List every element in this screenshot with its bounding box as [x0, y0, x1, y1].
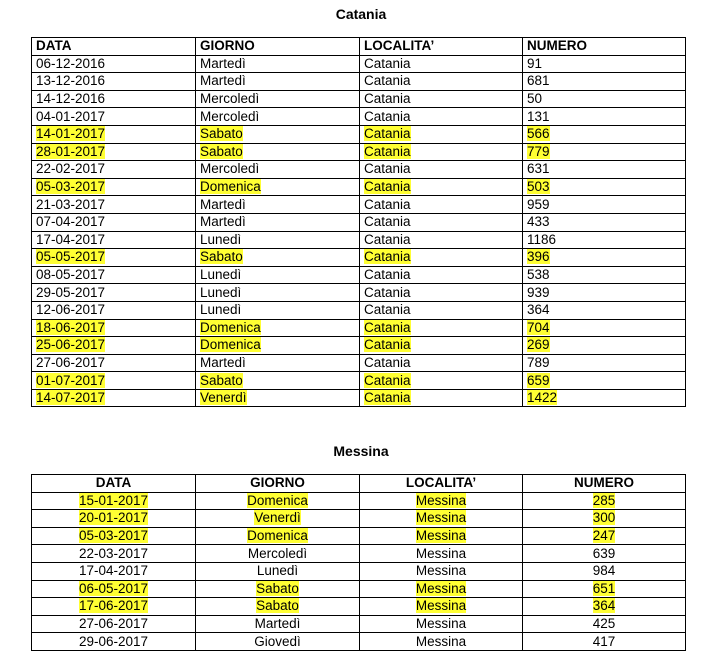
- cell-numero: [523, 161, 686, 179]
- cell-giorno: [196, 249, 360, 267]
- cell-numero: [523, 615, 686, 633]
- table-row: [32, 580, 686, 598]
- highlighted-value: 1422: [527, 390, 558, 406]
- cell-numero: [523, 125, 686, 143]
- cell-numero: [523, 301, 686, 319]
- cell-value: 12-06-2017: [36, 302, 106, 318]
- table-row: [32, 143, 686, 161]
- table-row: [32, 108, 686, 126]
- cell-numero: [523, 231, 686, 249]
- table-row: [32, 372, 686, 390]
- highlighted-value: Domenica: [247, 528, 308, 544]
- cell-localita: [360, 372, 523, 390]
- cell-value: 681: [527, 73, 550, 89]
- cell-giorno: [196, 598, 360, 616]
- table-header-row: [32, 38, 686, 56]
- cell-localita: [360, 231, 523, 249]
- table-row: [32, 231, 686, 249]
- cell-value: Lunedì: [200, 267, 242, 283]
- cell-data: [32, 143, 196, 161]
- cell-value: 29-05-2017: [36, 284, 106, 300]
- cell-value: 27-06-2017: [78, 616, 149, 632]
- catania-table: [31, 37, 686, 407]
- table-row: [32, 213, 686, 231]
- cell-value: Lunedì: [200, 231, 242, 247]
- cell-data: [32, 598, 196, 616]
- cell-numero: [523, 633, 686, 651]
- cell-giorno: [196, 196, 360, 214]
- column-header-localita: LOCALITA’: [360, 38, 523, 56]
- highlighted-value: 06-05-2017: [78, 580, 149, 596]
- cell-numero: [523, 284, 686, 302]
- cell-numero: [523, 545, 686, 563]
- cell-giorno: [196, 213, 360, 231]
- highlighted-value: 15-01-2017: [78, 492, 149, 508]
- table-header-row: [32, 475, 686, 493]
- cell-giorno: [196, 337, 360, 355]
- cell-value: 639: [592, 545, 616, 561]
- cell-numero: [523, 598, 686, 616]
- highlighted-value: Sabato: [200, 126, 243, 142]
- cell-value: 789: [527, 354, 550, 370]
- cell-value: Catania: [364, 73, 411, 89]
- cell-numero: [523, 213, 686, 231]
- highlighted-value: Sabato: [200, 372, 243, 388]
- cell-value: 17-04-2017: [36, 231, 106, 247]
- cell-value: Catania: [364, 214, 411, 230]
- cell-giorno: [196, 90, 360, 108]
- cell-value: 06-12-2016: [36, 55, 106, 71]
- cell-data: [32, 633, 196, 651]
- cell-numero: [523, 337, 686, 355]
- cell-giorno: [196, 301, 360, 319]
- cell-giorno: [196, 284, 360, 302]
- table-row: [32, 301, 686, 319]
- cell-localita: [360, 319, 523, 337]
- cell-value: Lunedì: [256, 563, 299, 579]
- cell-numero: [523, 527, 686, 545]
- highlighted-value: 17-06-2017: [78, 598, 149, 614]
- highlighted-value: Catania: [364, 249, 411, 265]
- cell-value: Lunedì: [200, 284, 242, 300]
- cell-localita: [360, 90, 523, 108]
- cell-localita: [360, 337, 523, 355]
- cell-localita: [360, 580, 523, 598]
- catania-table-body: [32, 55, 686, 407]
- cell-value: 21-03-2017: [36, 196, 106, 212]
- cell-localita: [360, 143, 523, 161]
- cell-localita: [360, 301, 523, 319]
- table-row: [32, 389, 686, 407]
- cell-value: 29-06-2017: [78, 633, 149, 649]
- cell-giorno: [196, 73, 360, 91]
- table-row: [32, 562, 686, 580]
- cell-value: Catania: [364, 354, 411, 370]
- cell-data: [32, 492, 196, 510]
- highlighted-value: Sabato: [256, 598, 299, 614]
- highlighted-value: 05-05-2017: [36, 249, 106, 265]
- cell-value: Catania: [364, 55, 411, 71]
- highlighted-value: 503: [527, 179, 550, 195]
- cell-value: Catania: [364, 302, 411, 318]
- cell-numero: [523, 73, 686, 91]
- cell-giorno: [196, 231, 360, 249]
- cell-giorno: [196, 354, 360, 372]
- cell-numero: [523, 492, 686, 510]
- cell-localita: [360, 266, 523, 284]
- table-row: [32, 249, 686, 267]
- catania-title: Catania: [335, 6, 387, 22]
- highlighted-value: Domenica: [200, 319, 261, 335]
- cell-data: [32, 319, 196, 337]
- cell-value: Messina: [415, 545, 467, 561]
- highlighted-value: Catania: [364, 337, 411, 353]
- highlighted-value: 566: [527, 126, 550, 142]
- cell-value: 14-12-2016: [36, 91, 106, 107]
- cell-value: 07-04-2017: [36, 214, 106, 230]
- messina-title: Messina: [333, 443, 389, 459]
- cell-data: [32, 161, 196, 179]
- cell-localita: [360, 108, 523, 126]
- table-row: [32, 319, 686, 337]
- table-row: [32, 55, 686, 73]
- cell-numero: [523, 108, 686, 126]
- table-row: [32, 337, 686, 355]
- cell-value: 631: [527, 161, 550, 177]
- cell-value: Messina: [415, 563, 467, 579]
- cell-localita: [360, 354, 523, 372]
- messina-table-body: [32, 492, 686, 650]
- highlighted-value: Domenica: [200, 179, 261, 195]
- cell-giorno: [196, 108, 360, 126]
- cell-giorno: [196, 580, 360, 598]
- cell-numero: [523, 354, 686, 372]
- table-row: [32, 161, 686, 179]
- cell-numero: [523, 143, 686, 161]
- table-row: [32, 633, 686, 651]
- cell-giorno: [196, 492, 360, 510]
- cell-value: 538: [527, 267, 550, 283]
- highlighted-value: 25-06-2017: [36, 337, 106, 353]
- table-row: [32, 615, 686, 633]
- cell-giorno: [196, 545, 360, 563]
- column-header-numero: NUMERO: [523, 475, 686, 493]
- cell-numero: [523, 319, 686, 337]
- table-row: [32, 178, 686, 196]
- highlighted-value: Messina: [415, 580, 467, 596]
- cell-value: Catania: [364, 284, 411, 300]
- highlighted-value: 05-03-2017: [78, 528, 149, 544]
- table-row: [32, 527, 686, 545]
- highlighted-value: 20-01-2017: [78, 510, 149, 526]
- cell-giorno: [196, 389, 360, 407]
- cell-value: Giovedì: [254, 633, 301, 649]
- cell-giorno: [196, 319, 360, 337]
- cell-data: [32, 354, 196, 372]
- cell-giorno: [196, 143, 360, 161]
- table-row: [32, 598, 686, 616]
- cell-data: [32, 580, 196, 598]
- table-row: [32, 73, 686, 91]
- cell-data: [32, 55, 196, 73]
- cell-value: 17-04-2017: [78, 563, 149, 579]
- cell-data: [32, 510, 196, 528]
- cell-value: Catania: [364, 196, 411, 212]
- cell-value: Martedì: [200, 196, 246, 212]
- highlighted-value: Domenica: [247, 492, 308, 508]
- cell-giorno: [196, 372, 360, 390]
- cell-value: 22-03-2017: [78, 545, 149, 561]
- cell-data: [32, 545, 196, 563]
- cell-localita: [360, 73, 523, 91]
- column-header-numero: NUMERO: [523, 38, 686, 56]
- cell-value: Martedì: [254, 616, 301, 632]
- cell-value: Mercoledì: [200, 91, 260, 107]
- cell-localita: [360, 125, 523, 143]
- cell-value: 417: [592, 633, 616, 649]
- column-header-localita: LOCALITA’: [360, 475, 523, 493]
- highlighted-value: 659: [527, 372, 550, 388]
- highlighted-value: Catania: [364, 179, 411, 195]
- cell-value: Mercoledì: [200, 161, 260, 177]
- cell-value: 131: [527, 108, 550, 124]
- highlighted-value: Messina: [415, 598, 467, 614]
- cell-localita: [360, 213, 523, 231]
- cell-data: [32, 90, 196, 108]
- highlighted-value: 28-01-2017: [36, 143, 106, 159]
- cell-value: Catania: [364, 267, 411, 283]
- cell-value: Martedì: [200, 55, 246, 71]
- highlighted-value: Venerdì: [200, 390, 247, 406]
- highlighted-value: Catania: [364, 319, 411, 335]
- highlighted-value: Messina: [415, 528, 467, 544]
- cell-localita: [360, 562, 523, 580]
- cell-giorno: [196, 633, 360, 651]
- cell-data: [32, 337, 196, 355]
- highlighted-value: 364: [592, 598, 616, 614]
- cell-data: [32, 213, 196, 231]
- cell-data: [32, 615, 196, 633]
- table-row: [32, 510, 686, 528]
- cell-numero: [523, 266, 686, 284]
- cell-localita: [360, 615, 523, 633]
- cell-localita: [360, 633, 523, 651]
- highlighted-value: 247: [592, 528, 616, 544]
- cell-giorno: [196, 178, 360, 196]
- cell-localita: [360, 510, 523, 528]
- cell-giorno: [196, 527, 360, 545]
- cell-value: Lunedì: [200, 302, 242, 318]
- highlighted-value: 285: [592, 492, 616, 508]
- cell-numero: [523, 196, 686, 214]
- cell-data: [32, 284, 196, 302]
- highlighted-value: Messina: [415, 510, 467, 526]
- table-row: [32, 196, 686, 214]
- cell-localita: [360, 178, 523, 196]
- cell-numero: [523, 249, 686, 267]
- cell-data: [32, 73, 196, 91]
- cell-giorno: [196, 161, 360, 179]
- highlighted-value: 05-03-2017: [36, 179, 106, 195]
- cell-value: Messina: [415, 616, 467, 632]
- cell-numero: [523, 372, 686, 390]
- messina-table: [31, 474, 686, 651]
- cell-numero: [523, 510, 686, 528]
- table-row: [32, 354, 686, 372]
- cell-data: [32, 389, 196, 407]
- cell-value: 433: [527, 214, 550, 230]
- cell-data: [32, 266, 196, 284]
- cell-value: Martedì: [200, 214, 246, 230]
- cell-value: 22-02-2017: [36, 161, 106, 177]
- column-header-giorno: GIORNO: [196, 38, 360, 56]
- cell-numero: [523, 178, 686, 196]
- table-row: [32, 90, 686, 108]
- table-row: [32, 125, 686, 143]
- cell-giorno: [196, 125, 360, 143]
- cell-numero: [523, 90, 686, 108]
- highlighted-value: 300: [592, 510, 616, 526]
- cell-localita: [360, 545, 523, 563]
- cell-data: [32, 108, 196, 126]
- cell-value: Catania: [364, 108, 411, 124]
- cell-value: 08-05-2017: [36, 267, 106, 283]
- highlighted-value: 14-01-2017: [36, 126, 106, 142]
- highlighted-value: 396: [527, 249, 550, 265]
- highlighted-value: Catania: [364, 372, 411, 388]
- cell-value: 13-12-2016: [36, 73, 106, 89]
- cell-data: [32, 301, 196, 319]
- cell-value: Mercoledì: [200, 108, 260, 124]
- cell-value: Catania: [364, 161, 411, 177]
- cell-localita: [360, 55, 523, 73]
- cell-localita: [360, 598, 523, 616]
- cell-giorno: [196, 266, 360, 284]
- cell-data: [32, 372, 196, 390]
- highlighted-value: 14-07-2017: [36, 390, 106, 406]
- highlighted-value: 779: [527, 143, 550, 159]
- highlighted-value: Messina: [415, 492, 467, 508]
- cell-value: 27-06-2017: [36, 354, 106, 370]
- column-header-giorno: GIORNO: [196, 475, 360, 493]
- highlighted-value: 651: [592, 580, 616, 596]
- highlighted-value: Sabato: [200, 249, 243, 265]
- cell-value: Mercoledì: [247, 545, 308, 561]
- cell-value: Martedì: [200, 354, 246, 370]
- cell-value: Catania: [364, 231, 411, 247]
- table-row: [32, 266, 686, 284]
- highlighted-value: 269: [527, 337, 550, 353]
- cell-data: [32, 562, 196, 580]
- cell-localita: [360, 249, 523, 267]
- cell-giorno: [196, 562, 360, 580]
- highlighted-value: Venerdì: [254, 510, 301, 526]
- column-header-data: DATA: [32, 475, 196, 493]
- table-row: [32, 545, 686, 563]
- cell-value: 364: [527, 302, 550, 318]
- cell-numero: [523, 389, 686, 407]
- cell-data: [32, 249, 196, 267]
- cell-value: 984: [592, 563, 616, 579]
- cell-value: 959: [527, 196, 550, 212]
- column-header-data: DATA: [32, 38, 196, 56]
- cell-value: 939: [527, 284, 550, 300]
- highlighted-value: Sabato: [256, 580, 299, 596]
- cell-value: 1186: [527, 231, 557, 247]
- cell-value: Catania: [364, 91, 411, 107]
- table-row: [32, 284, 686, 302]
- highlighted-value: 704: [527, 319, 550, 335]
- cell-value: 425: [592, 616, 616, 632]
- cell-value: Martedì: [200, 73, 246, 89]
- highlighted-value: 01-07-2017: [36, 372, 106, 388]
- cell-data: [32, 196, 196, 214]
- highlighted-value: Catania: [364, 143, 411, 159]
- cell-localita: [360, 527, 523, 545]
- cell-giorno: [196, 615, 360, 633]
- highlighted-value: Domenica: [200, 337, 261, 353]
- cell-localita: [360, 196, 523, 214]
- cell-localita: [360, 389, 523, 407]
- table-row: [32, 492, 686, 510]
- cell-numero: [523, 580, 686, 598]
- cell-data: [32, 231, 196, 249]
- cell-data: [32, 178, 196, 196]
- highlighted-value: Catania: [364, 390, 411, 406]
- cell-data: [32, 125, 196, 143]
- cell-numero: [523, 562, 686, 580]
- cell-localita: [360, 492, 523, 510]
- cell-localita: [360, 161, 523, 179]
- cell-data: [32, 527, 196, 545]
- cell-value: 04-01-2017: [36, 108, 106, 124]
- cell-giorno: [196, 510, 360, 528]
- highlighted-value: Catania: [364, 126, 411, 142]
- cell-giorno: [196, 55, 360, 73]
- cell-value: 91: [527, 55, 543, 71]
- highlighted-value: 18-06-2017: [36, 319, 106, 335]
- cell-value: 50: [527, 91, 543, 107]
- highlighted-value: Sabato: [200, 143, 243, 159]
- cell-value: Messina: [415, 633, 467, 649]
- cell-localita: [360, 284, 523, 302]
- cell-numero: [523, 55, 686, 73]
